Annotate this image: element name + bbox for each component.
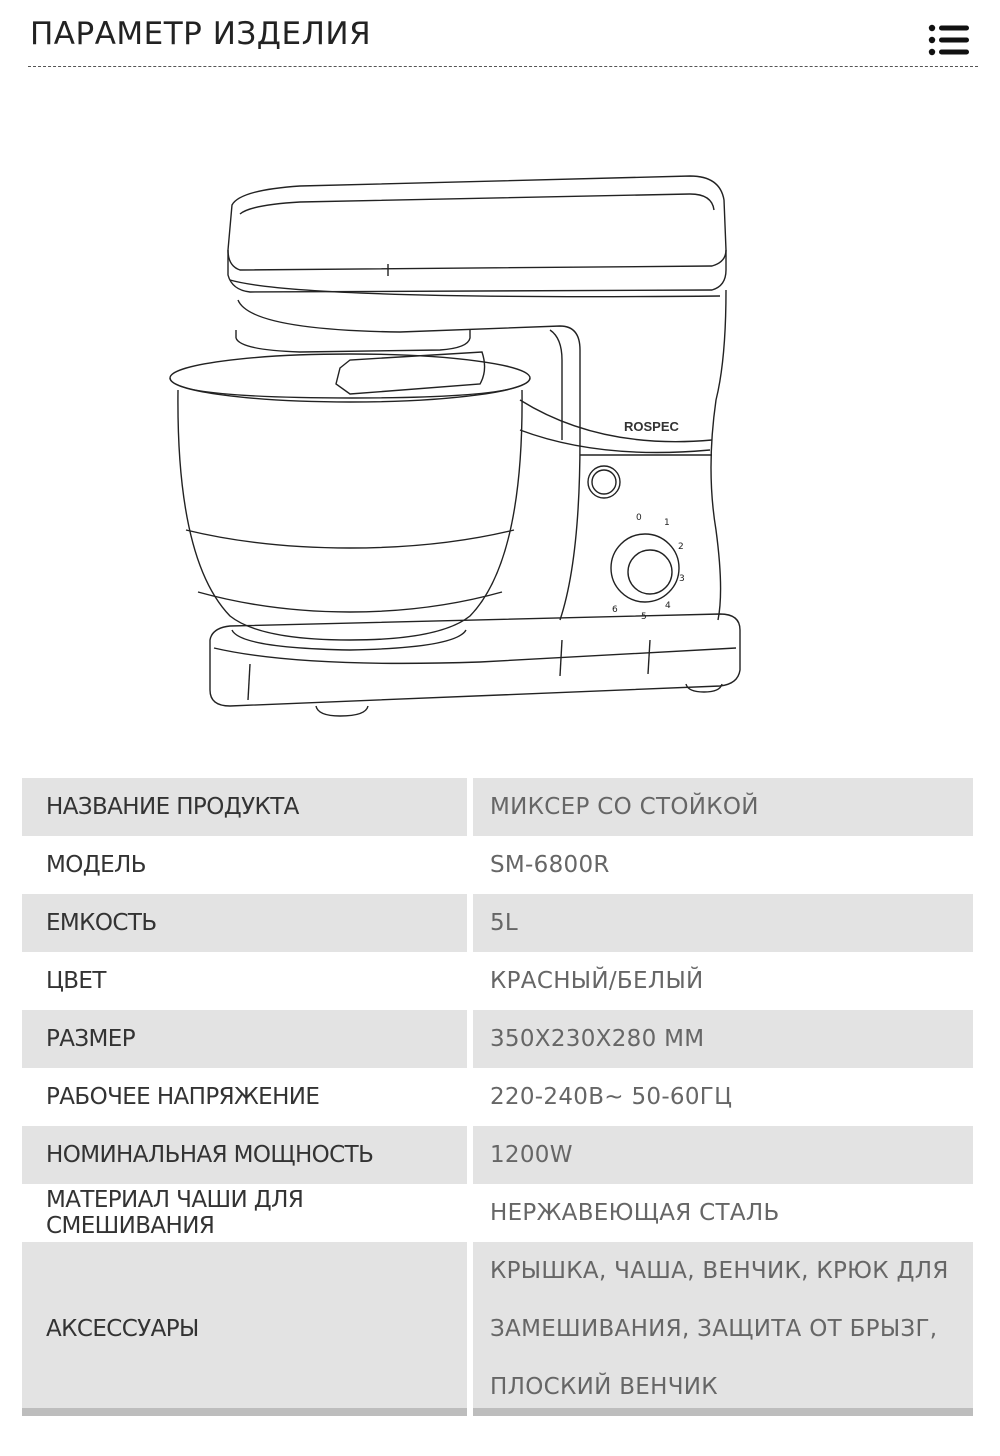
brand-logo: ROSPEC (624, 419, 679, 434)
svg-text:5: 5 (641, 612, 647, 622)
spec-row-model (22, 836, 973, 894)
spec-row-voltage (22, 1068, 973, 1126)
spec-label: МАТЕРИАЛ ЧАШИ ДЛЯ СМЕШИВАНИЯ (46, 1187, 304, 1239)
spec-label: ЦВЕТ (46, 968, 106, 994)
svg-text:2: 2 (678, 542, 684, 552)
svg-text:3: 3 (679, 574, 685, 584)
spec-label: НОМИНАЛЬНАЯ МОЩНОСТЬ (22, 1126, 467, 1184)
spec-value: 5L (473, 894, 973, 952)
spec-value: 350X230X280 MM (473, 1010, 973, 1068)
svg-text:6: 6 (612, 605, 618, 615)
spec-label: НАЗВАНИЕ ПРОДУКТА (22, 778, 467, 836)
spec-row-product-name (22, 778, 973, 836)
spec-value: КРАСНЫЙ/БЕЛЫЙ (490, 968, 704, 994)
stand-mixer-illustration (160, 160, 760, 720)
spec-value: 1200W (473, 1126, 973, 1184)
spec-value-line: ПЛОСКИЙ ВЕНЧИК (490, 1374, 718, 1400)
spec-row-bowl-material (22, 1184, 973, 1242)
spec-label: ЕМКОСТЬ (22, 894, 467, 952)
spec-value: 220-240В~ 50-60ГЦ (490, 1084, 733, 1110)
spec-value: НЕРЖАВЕЮЩАЯ СТАЛЬ (490, 1200, 780, 1226)
spec-value (473, 1242, 973, 1416)
svg-text:1: 1 (664, 518, 670, 528)
page-header (28, 14, 978, 67)
spec-row-power (22, 1126, 973, 1184)
list-menu-icon[interactable] (928, 24, 970, 56)
page-title: ПАРАМЕТР ИЗДЕЛИЯ (30, 16, 372, 52)
spec-value: SM-6800R (490, 852, 610, 878)
spec-row-color (22, 952, 973, 1010)
spec-value-line: КРЫШКА, ЧАША, ВЕНЧИК, КРЮК ДЛЯ (490, 1258, 949, 1284)
spec-value: МИКСЕР СО СТОЙКОЙ (473, 778, 973, 836)
spec-label: МОДЕЛЬ (46, 852, 146, 878)
table-bottom-border (22, 1408, 973, 1416)
svg-text:4: 4 (665, 601, 671, 611)
spec-label: РАБОЧЕЕ НАПРЯЖЕНИЕ (46, 1084, 320, 1110)
svg-text:0: 0 (636, 513, 642, 523)
spec-row-capacity (22, 894, 973, 952)
spec-label: АКСЕССУАРЫ (22, 1242, 467, 1416)
spec-label: РАЗМЕР (22, 1010, 467, 1068)
spec-value-line: ЗАМЕШИВАНИЯ, ЗАЩИТА ОТ БРЫЗГ, (490, 1316, 938, 1342)
specifications-table (22, 778, 973, 1416)
spec-row-size (22, 1010, 973, 1068)
spec-row-accessories (22, 1242, 973, 1416)
